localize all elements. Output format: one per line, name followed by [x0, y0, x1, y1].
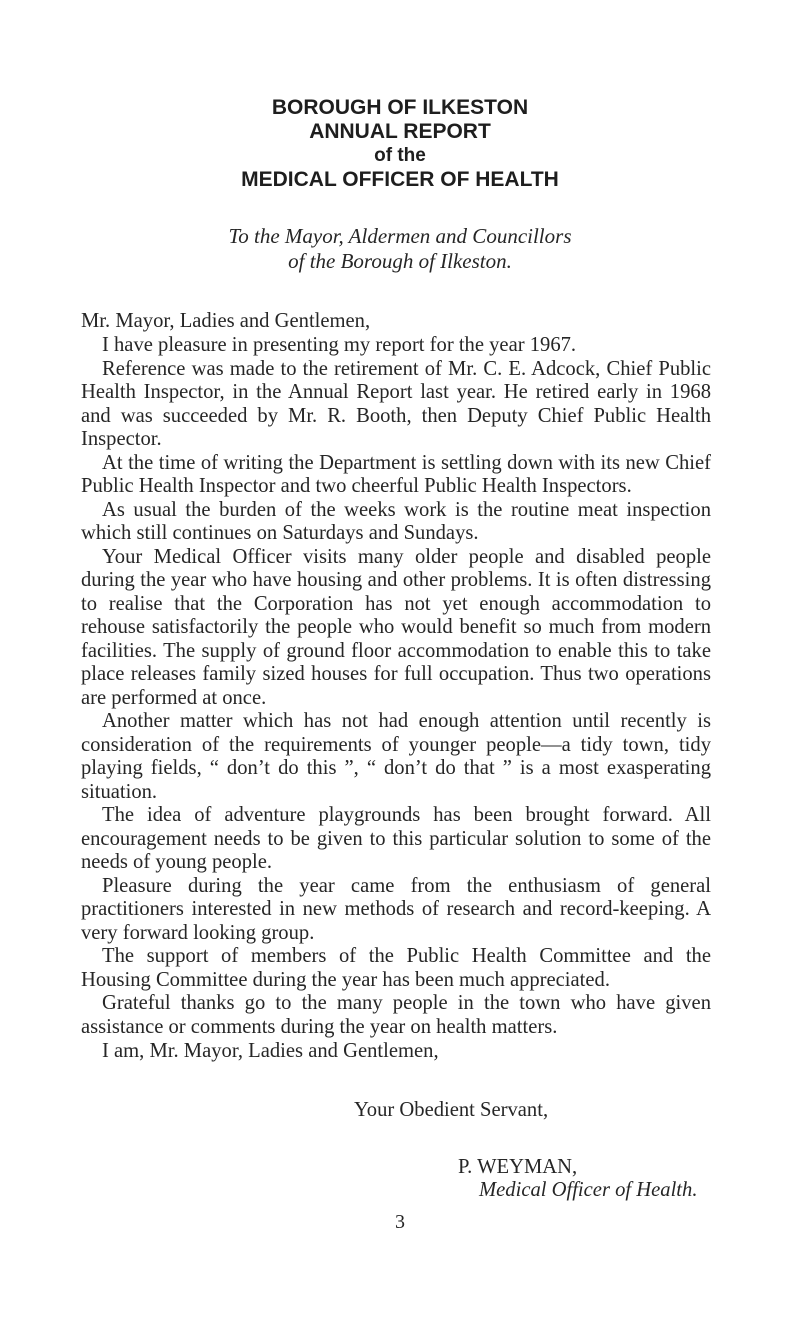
signatory-name: P. WEYMAN, [458, 1156, 578, 1178]
body-paragraph: Your Medical Officer visits many older people and disabled people during the year who have housing and other problems. It is often distressing to realise that the Corporation has not yet enough accommodation to rehouse satisfactorily the people who would benefit so much from modern facilities. The supply of ground floor accommodation to enable this to take place releases family sized houses for full occupation. Thus two operations are performed at once. [81, 545, 711, 709]
body-paragraph: The idea of adventure playgrounds has been brought forward. All encouragement needs to be given to this particular solution to some of the needs of young people. [81, 804, 711, 873]
page-number: 3 [395, 1211, 405, 1233]
valediction: Your Obedient Servant, [354, 1099, 549, 1121]
salutation: Mr. Mayor, Ladies and Gentlemen, [81, 310, 371, 332]
body-paragraph: I have pleasure in presenting my report for the year 1967. [102, 334, 577, 356]
body-paragraph: Pleasure during the year came from the enthusiasm of general practitioners interested in new methods of research and record-keeping. A very forward looking group. [81, 874, 711, 944]
body-paragraph: The support of members of the Public Health Committee and the Housing Committee during the year has been much appreciated. [81, 945, 711, 991]
letter-body [81, 334, 711, 1039]
report-borough-title: BOROUGH OF ILKESTON [271, 96, 529, 119]
report-subject-title: MEDICAL OFFICER OF HEALTH [241, 168, 559, 191]
body-paragraph: As usual the burden of the weeks work is the routine meat inspection which still continues on Saturdays and Sundays. [81, 498, 711, 544]
address-line-1: To the Mayor, Aldermen and Councillors [228, 224, 572, 248]
signatory-title: Medical Officer of Health. [479, 1179, 698, 1201]
report-title: ANNUAL REPORT [309, 120, 491, 143]
body-paragraph: Another matter which has not had enough attention until recently is consideration of the requirements of younger people—a tidy town, tidy playing fields, “ don’t do this ”, “ don’t do that ” is a most exasperating situation. [81, 710, 711, 803]
body-paragraph: Reference was made to the retirement of Mr. C. E. Adcock, Chief Public Health Inspector, in the Annual Report last year. He retired early in 1968 and was succeeded by Mr. R. Booth, then Deputy Chief Public Health Inspector. [81, 357, 711, 450]
body-paragraph: At the time of writing the Department is settling down with its new Chief Public Health Inspector and two cheerful Public Health Inspectors. [81, 451, 711, 497]
body-paragraph: Grateful thanks go to the many people in the town who have given assistance or comments during the year on health matters. [81, 992, 711, 1038]
report-title-connector: of the [374, 145, 426, 166]
address-line-2: of the Borough of Ilkeston. [288, 249, 512, 273]
closing-line: I am, Mr. Mayor, Ladies and Gentlemen, [102, 1040, 439, 1062]
